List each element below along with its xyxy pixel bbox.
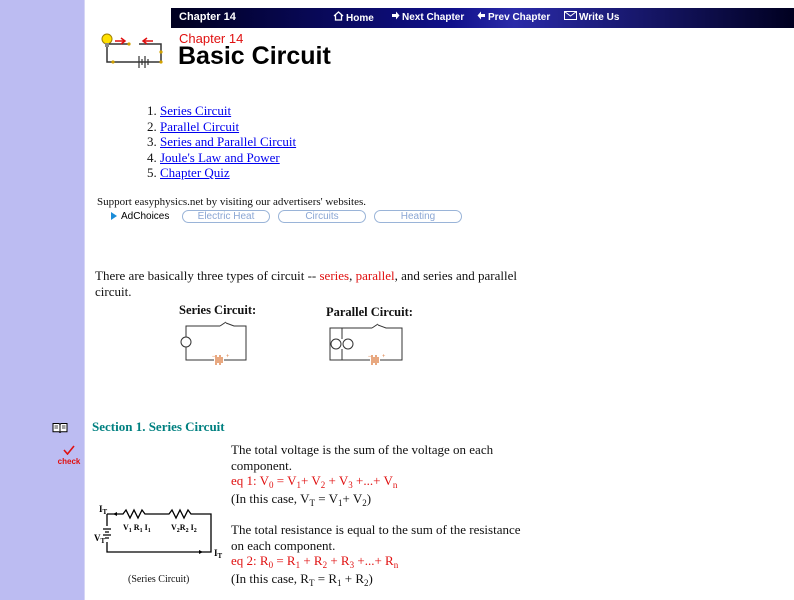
- toc-link-series-and-parallel[interactable]: Series and Parallel Circuit: [160, 134, 297, 149]
- prev-arrow-icon: [477, 11, 486, 20]
- toc-item: [147, 119, 296, 135]
- svg-text:IT: $I_T$: [214, 548, 223, 560]
- toc-link-series-circuit[interactable]: Series Circuit: [160, 103, 232, 118]
- table-of-contents: [147, 103, 296, 181]
- checkmark-icon: [63, 445, 75, 455]
- svg-text:V2R2 I2: $V_2R_2$ $I_2$: [171, 523, 197, 534]
- sidebar-divider: [84, 0, 85, 600]
- adchoices-link[interactable]: [111, 211, 169, 222]
- check-link[interactable]: [57, 445, 81, 466]
- svg-text:VT: $V_T$: [94, 533, 106, 545]
- book-icon[interactable]: [52, 422, 68, 434]
- resistance-text: The total resistance is equal to the sum of the resistance on each component.: [231, 522, 521, 553]
- svg-text:−: −: [368, 354, 372, 360]
- ad-link-electric-heat[interactable]: Electric Heat: [182, 210, 270, 223]
- equation-2-note: (In this case, $R_T = R_1 + R_2$): [231, 571, 373, 588]
- parallel-circuit-diagram: [326, 322, 406, 368]
- svg-text:−: −: [212, 354, 216, 360]
- toc-link-chapter-quiz[interactable]: Chapter Quiz: [160, 165, 230, 180]
- write-us-link[interactable]: [564, 11, 619, 23]
- next-arrow-icon: [391, 11, 400, 20]
- toc-item: [147, 134, 296, 150]
- adchoices-label: AdChoices: [121, 211, 170, 222]
- parallel-diagram-label: Parallel Circuit:: [326, 305, 413, 319]
- equation-2: eq 2: $R_0 = R_1 + R_2 + R_3$ +...+ $R_n$: [231, 553, 399, 570]
- topbar-chapter-label: Chapter 14: [179, 11, 236, 23]
- adchoices-icon: [111, 212, 117, 220]
- svg-text:IT: $I_T$: [99, 504, 108, 516]
- circuit-logo-icon: [99, 32, 171, 70]
- home-link[interactable]: [333, 11, 374, 24]
- prev-chapter-label: Prev Chapter: [488, 12, 551, 23]
- section-1-title: Section 1. Series Circuit: [92, 419, 225, 434]
- home-label: Home: [346, 13, 374, 24]
- series-diagram-label: Series Circuit:: [179, 303, 257, 317]
- intro-comma: ,: [349, 268, 356, 283]
- intro-paragraph: [95, 268, 525, 300]
- mail-icon: [564, 11, 577, 20]
- toc-number: 3.: [147, 134, 157, 149]
- intro-before: There are basically three types of circuit --: [95, 268, 320, 283]
- check-label: check: [57, 457, 81, 466]
- toc-number: 2.: [147, 118, 157, 134]
- intro-series-word: series: [319, 268, 350, 283]
- toc-number: 5.: [147, 165, 157, 180]
- ad-link-circuits[interactable]: Circuits: [278, 210, 366, 223]
- chapter-subtitle: Chapter 14: [179, 31, 244, 46]
- svg-text:+: +: [226, 354, 230, 360]
- toc-link-joules-law[interactable]: Joule's Law and Power: [160, 149, 280, 165]
- left-sidebar: [0, 0, 84, 600]
- voltage-text: The total voltage is the sum of the voltage on each component.: [231, 442, 494, 473]
- toc-item: [147, 165, 296, 181]
- intro-after: , and series and parallel circuit.: [95, 268, 517, 299]
- svg-text:+: +: [382, 354, 386, 360]
- page-title: Basic Circuit: [178, 42, 331, 70]
- toc-link-parallel-circuit[interactable]: Parallel Circuit: [160, 118, 240, 134]
- home-icon: [333, 11, 344, 21]
- write-us-label: Write Us: [579, 12, 620, 23]
- toc-item: [147, 150, 296, 166]
- equation-1: eq 1: $V_0 = V_1+ V_2 + V_3$ +...+ $V_n$: [231, 473, 398, 490]
- toc-item: [147, 103, 296, 119]
- support-text: Support easyphysics.net by visiting our advertisers' websites.: [97, 196, 367, 208]
- next-chapter-link[interactable]: [391, 11, 464, 23]
- top-navigation-bar: [171, 8, 794, 28]
- toc-number: 4.: [147, 149, 157, 165]
- intro-parallel-word: parallel: [355, 268, 395, 283]
- equation-1-note: (In this case, $V_T = V_1+ V_2$): [231, 491, 372, 508]
- series-circuit-diagram: [178, 320, 250, 366]
- series-circuit-figure: [93, 502, 233, 568]
- ad-link-heating[interactable]: Heating: [374, 210, 462, 223]
- next-chapter-label: Next Chapter: [402, 12, 465, 23]
- series-circuit-caption: (Series Circuit): [128, 574, 190, 585]
- svg-text:V1 R1 I1: $V_1$ $R_1$ $I_1$: [123, 523, 151, 534]
- toc-number: 1.: [147, 103, 157, 118]
- prev-chapter-link[interactable]: [477, 11, 550, 23]
